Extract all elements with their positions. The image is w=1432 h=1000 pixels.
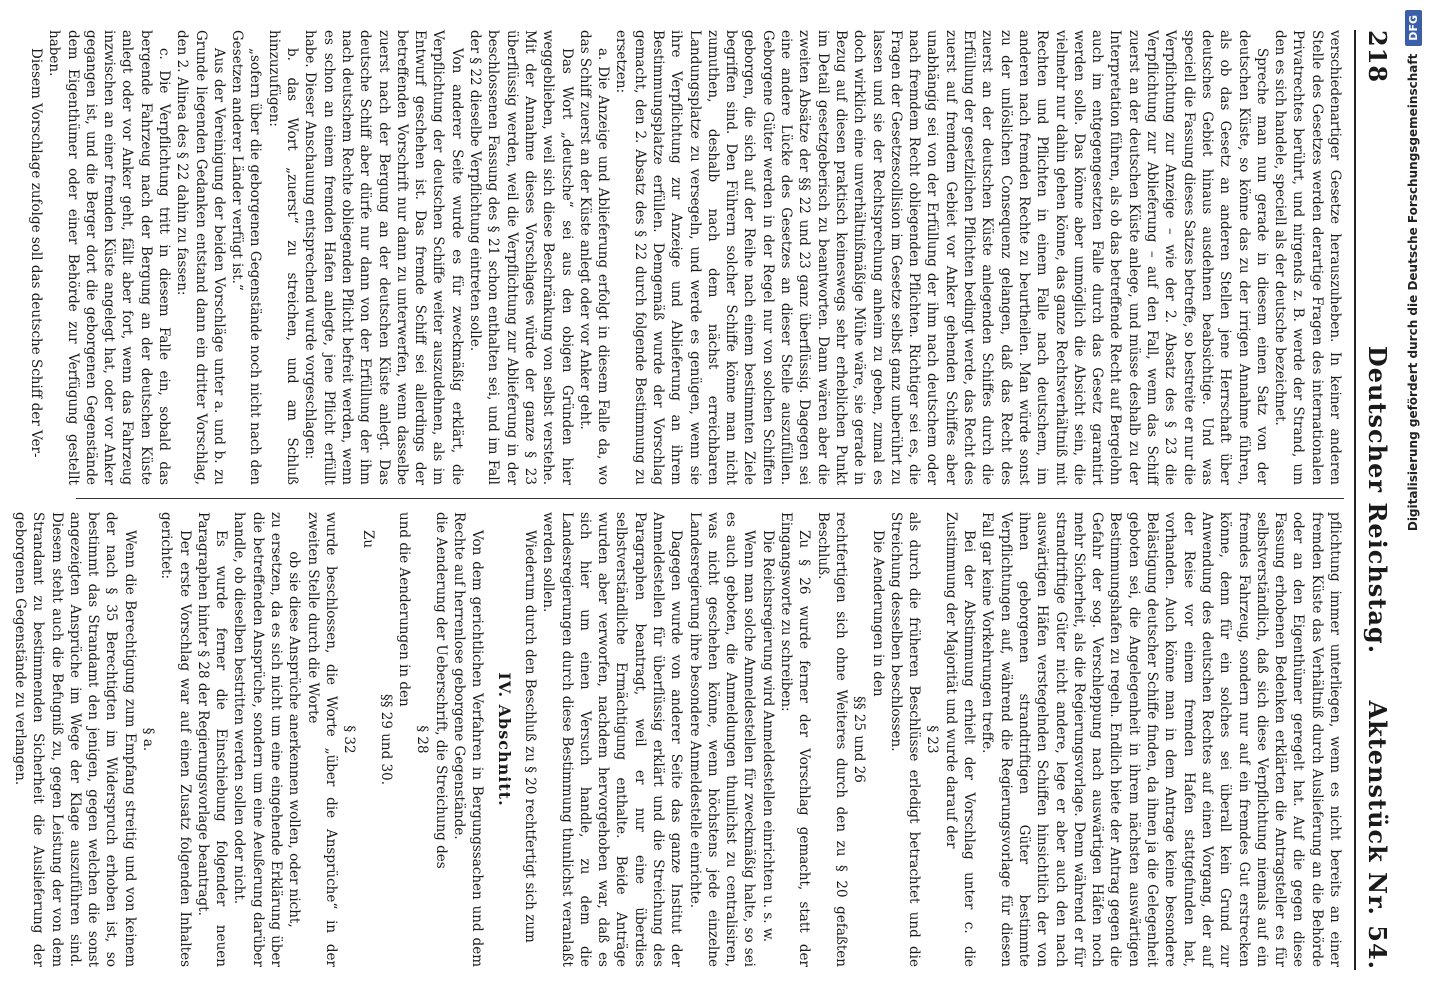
paragraph: wurde beschlossen, die Worte „über die Ansprüche“ in der zweiten Stelle durch die Worte xyxy=(304,512,339,967)
section-ref: § a. xyxy=(140,727,156,752)
paragraph: Von dem gerichtlichen Verfahren in Bergungssachen und dem Rechte auf herrenlose geborgene Gegenstände. xyxy=(451,512,486,967)
credit-text: Digitalisierung gefördert durch die Deutsche Forschungsgemeinschaft xyxy=(1406,53,1420,532)
page-number: 218 xyxy=(1363,30,1392,84)
paragraph: verschiedenartiger Gesetze herauszuheben. In keiner anderen Stelle des Gesetzes werden derartige Fragen des internationalen Privatrechtes berührt, und nirgends z. B. werde der Strand, um den es sich handele, speciell als der deutsche bezeichnet. xyxy=(1272,30,1343,485)
left-column xyxy=(27,30,1344,485)
section-ref: § 23 xyxy=(924,725,941,754)
paragraph: Es wurde ferner die Einschiebung folgender neuen Paragraphen hinter § 28 der Regierungsvorlage beantragt. xyxy=(194,512,230,967)
paragraph: a. Die Anzeige und Ablieferung erfolgt in diesem Falle da, wo das Schiff zuerst an der Küste anlegt oder vor Anker geht. xyxy=(576,30,612,485)
paragraph: Dagegen wurde von anderer Seite das ganze Institut der Anmeldestellen für überflüssig erklärt und die Streichung des Paragraphen beantragt, weil er nur eine überdies selbstverständliche Ermächtigung enthalte. Beide Anträge wurden aber verworfen, nachdem hervorgehoben war, daß es sich hier um einen Versuch handle, zu dem die Landesregierungen durch diese Bestimmung thunlichst veranlaßt werden sollen. xyxy=(540,512,685,967)
dfg-logo: DFG xyxy=(1405,10,1422,46)
running-title: Deutscher Reichstag. xyxy=(1363,345,1392,655)
paragraph: Aus der Vereinigung der beiden Vorschläge unter a. und b. zu Grunde liegenden Gedanken entstand dann ein dritter Vorschlag, den 2. Alinea des § 22 dahin zu fassen: xyxy=(174,30,227,485)
paragraph: Diesem Vorschlage zufolge soll das deutsche Schiff der Ver- xyxy=(27,48,44,458)
paragraph: Die Reichsregierung wird Anmeldestellen einrichten u. s. w. xyxy=(759,530,776,943)
paragraph: Wenn man solche Anmeldestellen für zweckmäßig halte, so sei es auch geboten, die Anmeldungen thunlichst zu centralisiren, was nicht geschehen könne, wenn höchstens jede einzelne Landesregierung ihre besondere Anmeldestelle einrichte. xyxy=(686,512,758,967)
digitization-credit xyxy=(1398,10,1428,990)
paragraph: Wenn die Berechtigung zum Empfang streitig und von keinem der nach § 35 Berechtigten im Widerspruch erhoben ist, so bestimmt das Strandamt den jenigen, gegen welchen die sonst angezeigten Ansprüche im Wege der Klage auszuführen sind. Diesem steht auch die Befugniß zu, gegen Leistung der von dem Strandamt zu bestimmenden Sicherheit die Auslieferung der geborgenen Gegenstände zu verlangen. xyxy=(11,512,138,967)
section-title: Aktenstück Nr. 54. xyxy=(1363,700,1392,970)
paragraph: zu ersetzen, da es sich nicht um eine eingehende Erklärung über die betreffenden Ansprüche, sondern um eine Aeußerung darüber handle, ob dieselben bestritten werden sollen oder nicht. xyxy=(231,512,285,967)
paragraph: Bei der Abstimmung erhielt der Vorschlag unter c. die Zustimmung der Majorität und wurde darauf der xyxy=(942,512,978,967)
paragraph: als durch die früheren Beschlüsse erledigt betrachtet und die Streichung desselben beschlossen. xyxy=(887,512,923,967)
paragraph: die Aenderung der Ueberschrift, die Streichung des xyxy=(432,512,449,869)
paragraph: Wiederum durch den Beschluß zu § 20 rechtfertigt sich zum xyxy=(521,530,538,943)
paragraph: rechtfertigen sich ohne Weiteres durch den zu § 20 gefaßten Beschluß. xyxy=(814,512,849,967)
page-header xyxy=(1354,30,1398,970)
section-ref: § 32 xyxy=(341,725,358,754)
section-heading: IV. Abschnitt. xyxy=(494,672,514,807)
paragraph: Zu xyxy=(359,530,376,549)
paragraph: c. Die Verpflichtung tritt in diesem Falle ein, sobald das bergende Fahrzeug nach der Bergung an der deutschen Küste anlegt oder vor Anker geht, fällt aber fort, wenn das Fahrzeug inzwischen an einer fremden Küste angelegt hat, oder vor Anker gegangen ist, und die Berger dort die geborgenen Gegenstände dem Eigenthümer oder einer Behörde zur Verfügung gestellt haben. xyxy=(46,30,172,485)
section-ref: § 28 xyxy=(414,725,431,754)
section-ref: §§ 25 und 26 xyxy=(851,696,868,783)
paragraph: pflichtung immer unterliegen, wenn es nicht bereits an einer fremden Küste das Verhältniß durch Auslieferung an die Behörde oder an den Eigenthümer geregelt hat. Auf die gegen diese Fassung erhobenen Bedenken erklärten die Antragsteller es für selbstverständlich, daß sich diese Verpflichtung niemals auf ein fremdes Fahrzeug, sondern nur auf ein fremdes Gut erstrecken könne, denn für ein solches sei überall kein Grund zur Anwendung des deutschen Rechtes auf einen Vorgang, der auf der Reise vor einem fremden Hafen stattgefunden hat, vorhanden. Auch könne man in dem Antrage keine besondere Belästigung deutscher Schiffe finden, da ihnen ja die Gelegenheit geboten sei, die Angelegenheit in ihrem nächsten auswärtigen Bestimmungshafen zu regeln. Endlich biete der Antrag gegen die Gefahr der sog. Verschleppung nach auswärtigen Häfen noch mehr Sicherheit, als die Regierungsvorlage. Denn während er für strandtriftige Güter nicht andere, lege er aber auch den nach auswärtigen Häfen verstegelnden Schiffen hinsichtlich der von ihnen geborgenen strandtriftigen Güter bestimmte Verpflichtungen auf, während die Regierungsvorlage für diesen Fall gar keine Vorkehrungen treffe. xyxy=(979,512,1343,967)
column-divider xyxy=(76,498,1344,499)
paragraph: Spreche man nun gerade in diesem einen Satz von der deutschen Küste, so könne das zu der irrigen Annahme führen, als ob das Gesetz an anderen Stellen jene Herrschaft über deutsches Gebiet hinaus ausdehnen beabsichtige. Und was speciell die Fassung dieses Satzes betreffe, so bestreite er nur die Verpflichtung zur Anzeige – wie der 2. Absatz des § 23 die Verpflichtung zur Ablieferung – auf den Fall, wenn das Schiff zuerst an der deutschen Küste anlege, und müsse deshalb zu der Interpretation führen, als ob das betreffende Recht auf Bergelohn auch im entgegengesetzten Falle durch das Gesetz garantirt werden solle. Das könne aber unmöglich die Absicht sein, die vielmehr nur dahin gehen könne, das ganze Rechtsverhältniß mit Rechten und Pflichten in einem Falle nach deutschem, im anderen nach fremden Rechte zu beurtheilen. Man würde sonst zu der unlöslichen Consequenz gelangen, daß das Recht des zuerst an der deutschen Küste anlegenden Schiffes durch die Erfüllung der gesetzlichen Pflichten bedingt werde, das Recht des zuerst auf fremdem Gebiet vor Anker gehenden Schiffes aber unabhängig sei von der Erfüllung der ihm nach deutschem oder nach fremdem Recht obliegenden Pflichten. Richtiger sei es, die Fragen der Gesetzescollision im Gesetze selbst ganz unberührt zu lassen und sie der Rechtsprechung anheim zu geben, zumal es doch wirklich eine unverhältnißmäßige Mühe wäre, sie gerade in Bezug auf diesen praktisch keineswegs sehr erheblichen Punkt im Detail gesetzgeberisch zu beantworten. Dann wären aber die zweiten Absätze der §§ 22 und 23 ganz überflüssig. Dagegen sei eine andere Lücke des Gesetzes an dieser Stelle auszufüllen. Geborgene Güter werden in der Regel nur von solchen Schiffen geborgen, die sich auf der Reihe nach einem bestimmten Ziele begriffen sind. Den Führern solcher Schiffe könne man nicht zumuthen, deshalb nach dem nächst erreichbaren Landungsplatze zu versegeln, und werde es genügen, wenn sie ihre Verpflichtung zur Anzeige und Ablieferung an ihrem Bestimmungsplatze erfüllen. Demgemäß wurde der Vorschlag gemacht, den 2. Absatz des § 22 durch folgende Bestimmung zu ersetzen: xyxy=(613,30,1270,485)
paragraph: b. das Wort „zuerst“ zu streichen, und am Schluß hinzuzufügen: xyxy=(265,30,301,485)
paragraph: „sofern über die geborgenen Gegenstände noch nicht nach den Gesetzen anderer Länder verfügt ist.“ xyxy=(229,30,264,485)
paragraph: und die Aenderungen in den xyxy=(396,512,413,707)
paragraph: Zu § 26 wurde ferner der Vorschlag gemacht, statt der Eingangsworte zu schreiben: xyxy=(778,512,813,967)
paragraph: Der erste Vorschlag war auf einen Zusatz folgenden Inhaltes gerichtet: xyxy=(158,512,193,967)
paragraph: Das Wort „deutsche“ sei aus den obigen Gründen hier weggeblieben, weil sich diese Beschränkung von selbst verstehe. Mit der Annahme dieses Vorschlages würde der ganze § 23 überflüssig werden, weil die Verpflichtung zur Ablieferung in der beschlossenen Fassung des § 21 schon enthalten sei, und im Fall der § 22 dieselbe Verpflichtung eintreten solle. xyxy=(467,30,575,485)
section-ref: §§ 29 und 30. xyxy=(377,693,394,786)
paragraph: Die Aenderungen in den xyxy=(869,530,886,697)
right-column xyxy=(11,512,1344,967)
quote: ob sie diese Ansprüche anerkennen wollen, oder nicht, xyxy=(286,551,303,928)
paragraph: Von anderer Seite wurde es für zweckmäßig erklärt, die Verpflichtung der deutschen Schiffe weiter auszudehnen, als im Entwurf geschehen ist. Das fremde Schiff sei allerdings der betreffenden Vorschrift nur dann zu unterwerfen, wenn dasselbe zuerst nach der Bergung an der deutschen Küste anlegt. Das deutsche Schiff aber dürfe nur dann von der Erfüllung der ihm nach deutschem Rechte obliegenden Pflicht befreit werden, wenn es schon an einem fremden Hafen anlegte, jene Pflicht erfüllt habe. Dieser Anschauung entsprechend wurde vorgeschlagen: xyxy=(302,30,465,485)
